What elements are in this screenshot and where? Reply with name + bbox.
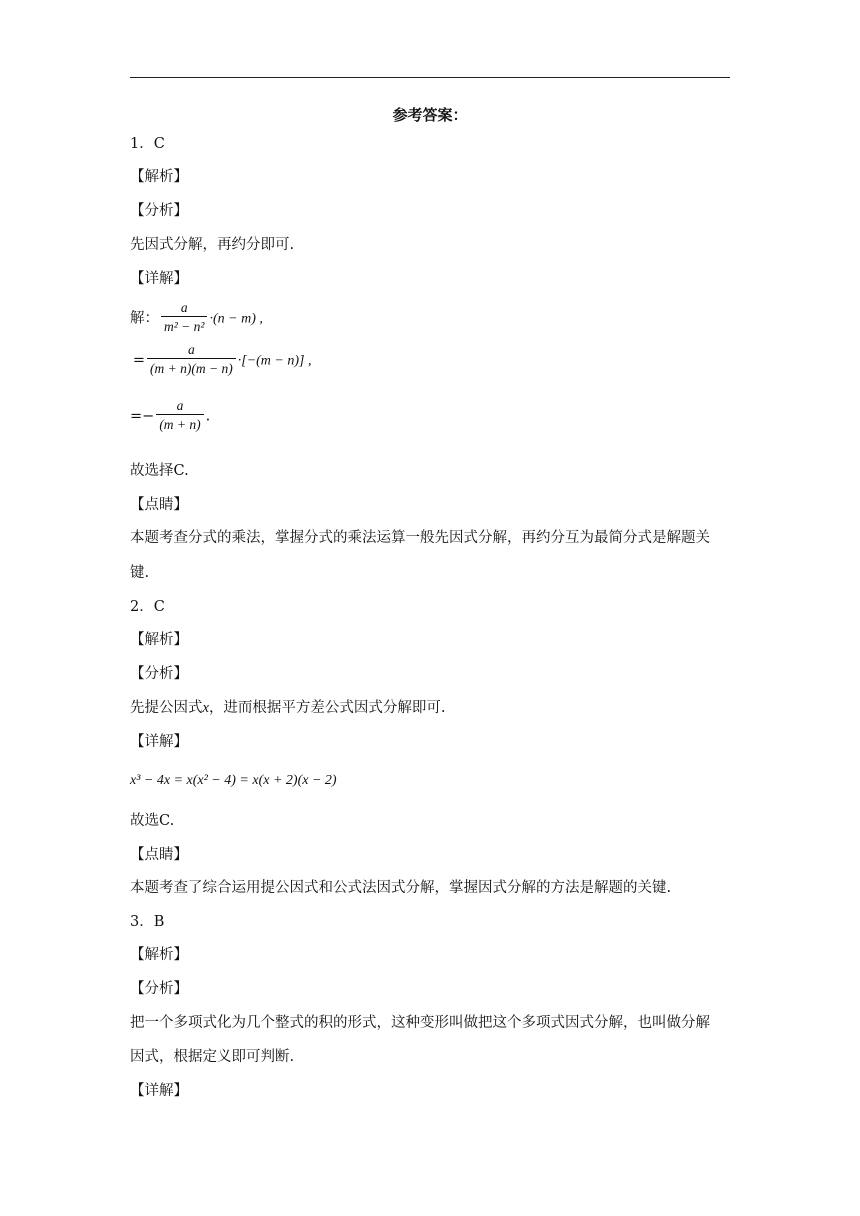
q2-jiexi-label: 【解析】 [130, 632, 188, 648]
q1-comment-line1: 本题考查分式的乘法，掌握分式的乘法运算一般先因式分解，再约分互为最简分式是解题关 [130, 530, 710, 546]
q3-fenxi-label: 【分析】 [130, 981, 188, 997]
fraction-numerator: a [147, 342, 236, 359]
q1-fenxi-label: 【分析】 [130, 203, 188, 219]
fraction-denominator: (m + n) [159, 417, 201, 432]
q2-fenxi-label: 【分析】 [130, 666, 188, 682]
q1-solution-prefix: 解： [130, 310, 159, 327]
q2-answer: 2．C [130, 599, 165, 615]
q1-xiangjie-label: 【详解】 [130, 271, 188, 287]
q2-analysis-var: x [202, 700, 209, 716]
q1-step1 [130, 300, 263, 337]
q2-xiangjie-label: 【详解】 [130, 734, 188, 750]
fraction-numerator: a [161, 300, 207, 317]
q3-analysis-line1: 把一个多项式化为几个整式的积的形式，这种变形叫做把这个多项式因式分解，也叫做分解 [130, 1015, 710, 1031]
q2-analysis-post: ，进而根据平方差公式因式分解即可. [208, 700, 446, 716]
header-rule [130, 77, 730, 78]
q1-answer: 1．C [130, 136, 165, 152]
q1-comment-line2: 键. [130, 565, 150, 581]
q2-analysis-pre: 先提公因式 [130, 700, 203, 716]
q1-step3: =− $\frac{a}{(m + n)}$ . [130, 398, 210, 435]
fraction-denominator: m² − n² [164, 319, 205, 334]
q3-xiangjie-label: 【详解】 [130, 1083, 188, 1099]
fraction-numerator: a [156, 398, 203, 415]
q2-dianjing-label: 【点睛】 [130, 847, 188, 863]
q3-jiexi-label: 【解析】 [130, 947, 188, 963]
fraction-denominator: (m + n)(m − n) [150, 361, 233, 376]
q3-analysis-line2: 因式，根据定义即可判断. [130, 1049, 295, 1065]
page-title: 参考答案： [392, 106, 468, 124]
q3-answer: 3．B [130, 914, 165, 930]
q2-choice: 故选C. [130, 813, 175, 829]
q1-step1-tail: ·(n − m) , [209, 311, 263, 327]
q1-step2-fraction [147, 342, 236, 379]
q2-equation: x³ − 4x = x(x² − 4) = x(x + 2)(x − 2) [130, 773, 337, 788]
q1-analysis: 先因式分解，再约分即可. [130, 237, 295, 253]
q2-analysis [130, 697, 446, 719]
q1-step2: = $\frac{a}{(m + n)(m - n)}$ ·[−(m − n)] , [130, 342, 311, 379]
q1-step3-fraction [156, 398, 203, 435]
q1-dianjing-label: 【点睛】 [130, 497, 188, 513]
q1-step2-tail: ·[−(m − n)] , [237, 353, 312, 369]
q1-choice: 故选择C. [130, 463, 189, 479]
q2-comment: 本题考查了综合运用提公因式和公式法因式分解，掌握因式分解的方法是解题的关键. [130, 880, 672, 896]
q1-jiexi-label: 【解析】 [130, 169, 188, 185]
q1-step1-fraction [161, 300, 207, 337]
